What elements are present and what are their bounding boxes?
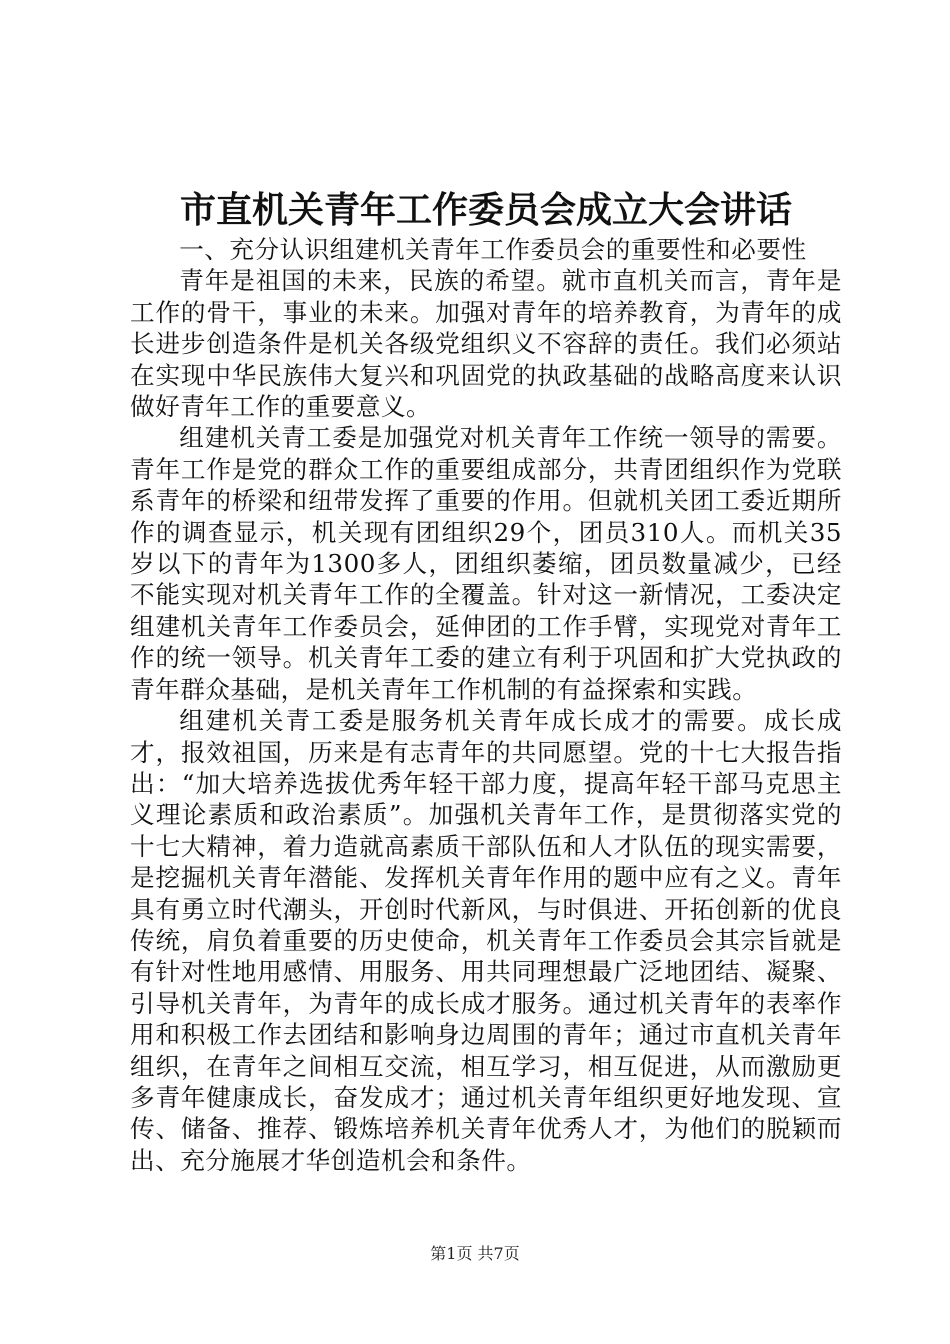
document-page (130, 0, 842, 1344)
paragraph: 组建机关青工委是加强党对机关青年工作统一领导的需要。青年工作是党的群众工作的重要组成部分，共青团组织作为党联系青年的桥梁和纽带发挥了重要的作用。但就机关团工委近期所作的调查显示，机关现有团组织29个，团员310人。而机关35岁以下的青年为1300多人，团组织萎缩，团员数量减少，已经不能实现对机关青年工作的全覆盖。针对这一新情况，工委决定组建机关青年工作委员会，延伸团的工作手臂，实现党对青年工作的统一领导。机关青年工委的建立有利于巩固和扩大党执政的青年群众基础，是机关青年工作机制的有益探索和实践。 (130, 423, 842, 704)
page-footer: 第1页 共7页 (430, 1244, 520, 1263)
paragraph: 青年是祖国的未来，民族的希望。就市直机关而言，青年是工作的骨干，事业的未来。加强对青年的培养教育，为青年的成长进步创造条件是机关各级党组织义不容辞的责任。我们必须站在实现中华民族伟大复兴和巩固党的执政基础的战略高度来认识做好青年工作的重要意义。 (130, 266, 842, 422)
document-title: 市直机关青年工作委员会成立大会讲话 (179, 189, 792, 231)
paragraph: 组建机关青工委是服务机关青年成长成才的需要。成长成才，报效祖国，历来是有志青年的共同愿望。党的十七大报告指出：“加大培养选拔优秀年轻干部力度，提高年轻干部马克思主义理论素质和政治素质”。加强机关青年工作，是贯彻落实党的十七大精神，着力造就高素质干部队伍和人才队伍的现实需要，是挖掘机关青年潜能、发挥机关青年作用的题中应有之义。青年具有勇立时代潮头，开创时代新风，与时俱进、开拓创新的优良传统，肩负着重要的历史使命，机关青年工作委员会其宗旨就是有针对性地用感情、用服务、用共同理想最广泛地团结、凝聚、引导机关青年，为青年的成长成才服务。通过机关青年的表率作用和积极工作去团结和影响身边周围的青年；通过市直机关青年组织，在青年之间相互交流，相互学习，相互促进，从而激励更多青年健康成长，奋发成才；通过机关青年组织更好地发现、宣传、储备、推荐、锻炼培养机关青年优秀人才，为他们的脱颖而出、充分施展才华创造机会和条件。 (130, 706, 842, 1175)
document-body (130, 234, 842, 1176)
section-heading: 一、充分认识组建机关青年工作委员会的重要性和必要性 (179, 235, 807, 264)
